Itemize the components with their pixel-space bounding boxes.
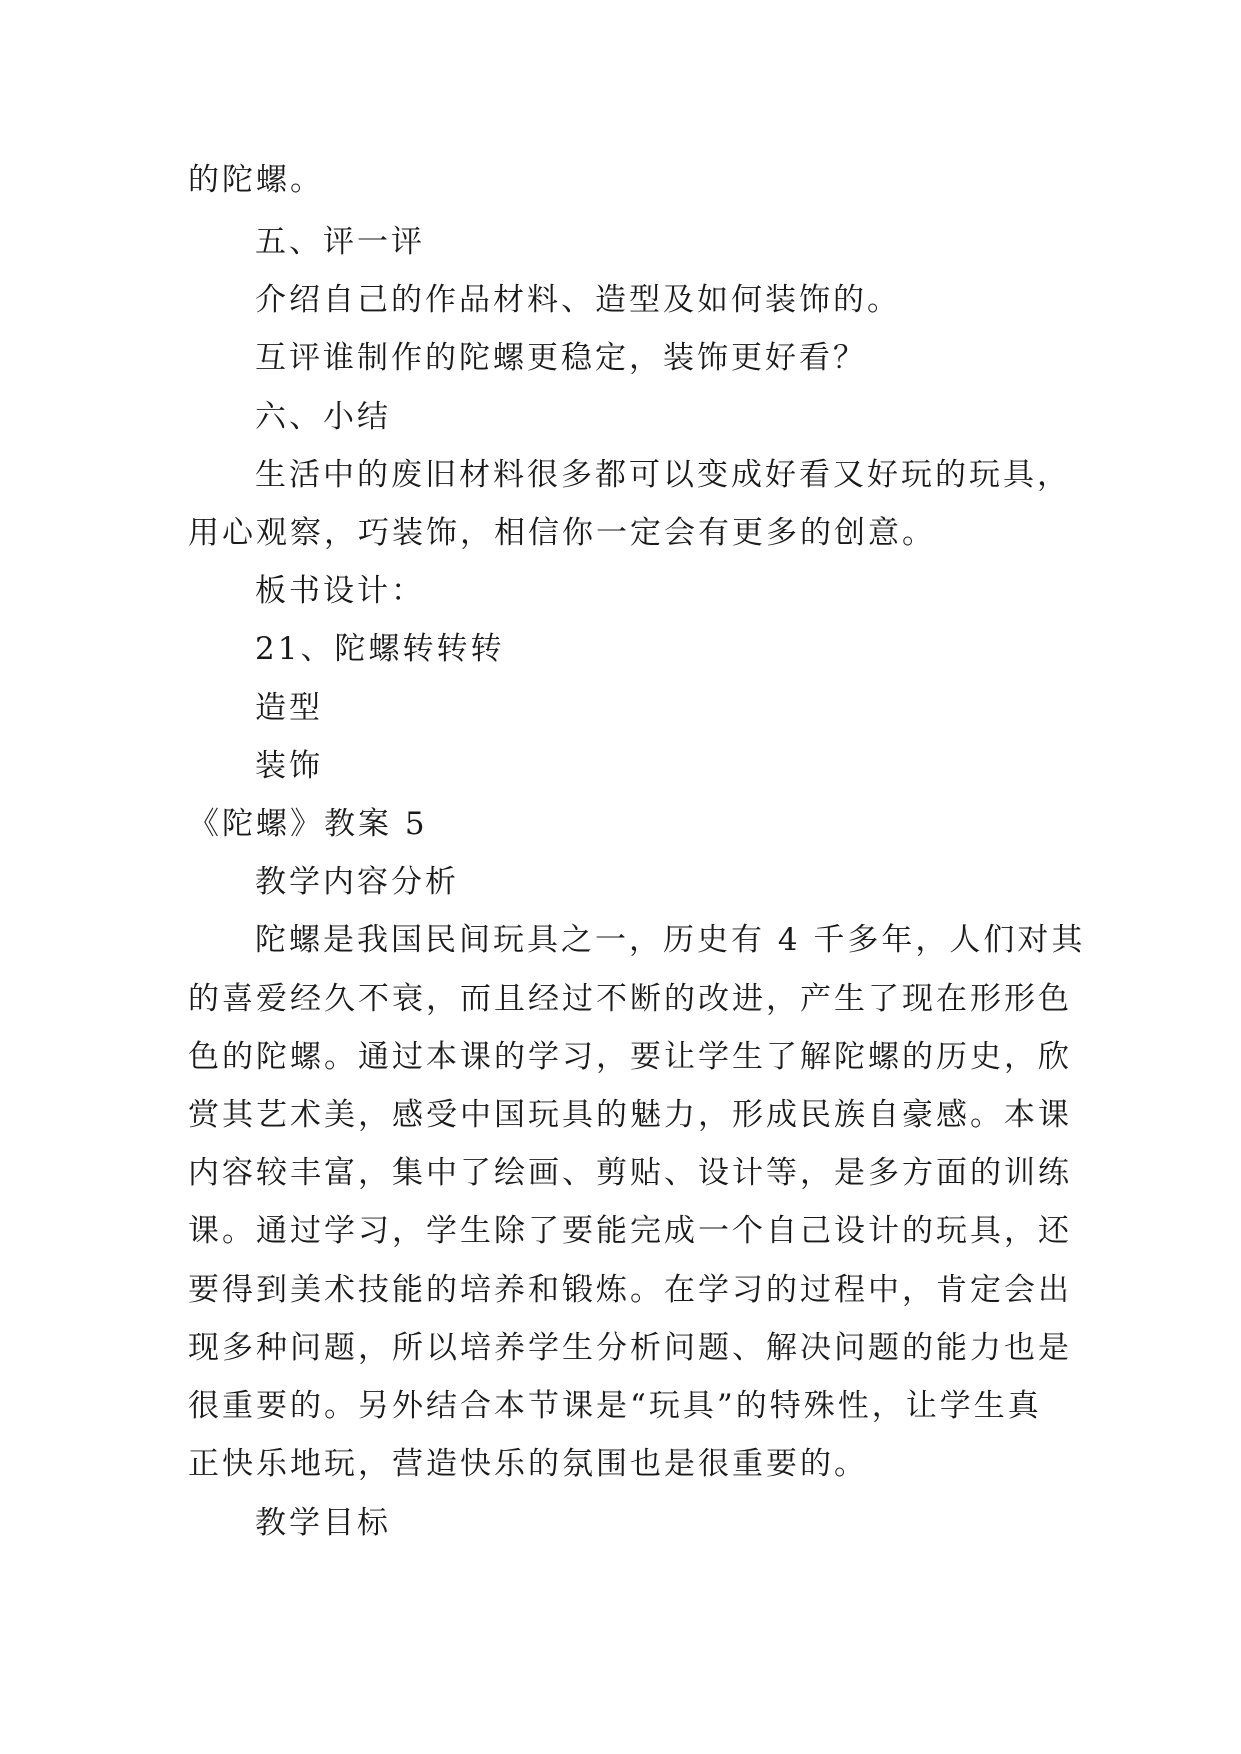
paragraph-line: 陀螺是我国民间玩具之一，历史有 4 千多年，人们对其 (255, 922, 1086, 958)
paragraph-line: 很重要的。另外结合本节课是“玩具”的特殊性，让学生真 (188, 1388, 1042, 1424)
text-line: 造型 (255, 690, 323, 726)
text-line: 生活中的废旧材料很多都可以变成好看又好玩的玩具， (255, 457, 1071, 493)
paragraph-line: 要得到美术技能的培养和锻炼。在学习的过程中，肯定会出 (188, 1272, 1072, 1308)
section-heading: 教学内容分析 (255, 864, 459, 900)
paragraph-line: 内容较丰富，集中了绘画、剪贴、设计等，是多方面的训练 (188, 1155, 1072, 1191)
section-heading: 五、评一评 (255, 224, 425, 260)
paragraph-line: 色的陀螺。通过本课的学习，要让学生了解陀螺的历史，欣 (188, 1039, 1072, 1075)
text-line: 板书设计： (255, 573, 425, 609)
section-heading: 六、小结 (255, 399, 391, 435)
document-heading: 《陀螺》教案 5 (188, 806, 428, 842)
paragraph-line: 正快乐地玩，营造快乐的氛围也是很重要的。 (188, 1446, 868, 1482)
text-line: 的陀螺。 (188, 162, 324, 198)
text-line: 互评谁制作的陀螺更稳定，装饰更好看？ (255, 340, 867, 376)
paragraph-line: 课。通过学习，学生除了要能完成一个自己设计的玩具，还 (188, 1213, 1072, 1249)
section-heading: 教学目标 (255, 1505, 391, 1541)
paragraph-line: 现多种问题，所以培养学生分析问题、解决问题的能力也是 (188, 1330, 1072, 1366)
text-line: 装饰 (255, 748, 323, 784)
paragraph-line: 的喜爱经久不衰，而且经过不断的改进，产生了现在形形色 (188, 981, 1072, 1017)
text-line: 用心观察，巧装饰，相信你一定会有更多的创意。 (188, 515, 936, 551)
text-line: 介绍自己的作品材料、造型及如何装饰的。 (255, 282, 901, 318)
paragraph-line: 赏其艺术美，感受中国玩具的魅力，形成民族自豪感。本课 (188, 1097, 1072, 1133)
text-line: 21、陀螺转转转 (255, 631, 505, 667)
